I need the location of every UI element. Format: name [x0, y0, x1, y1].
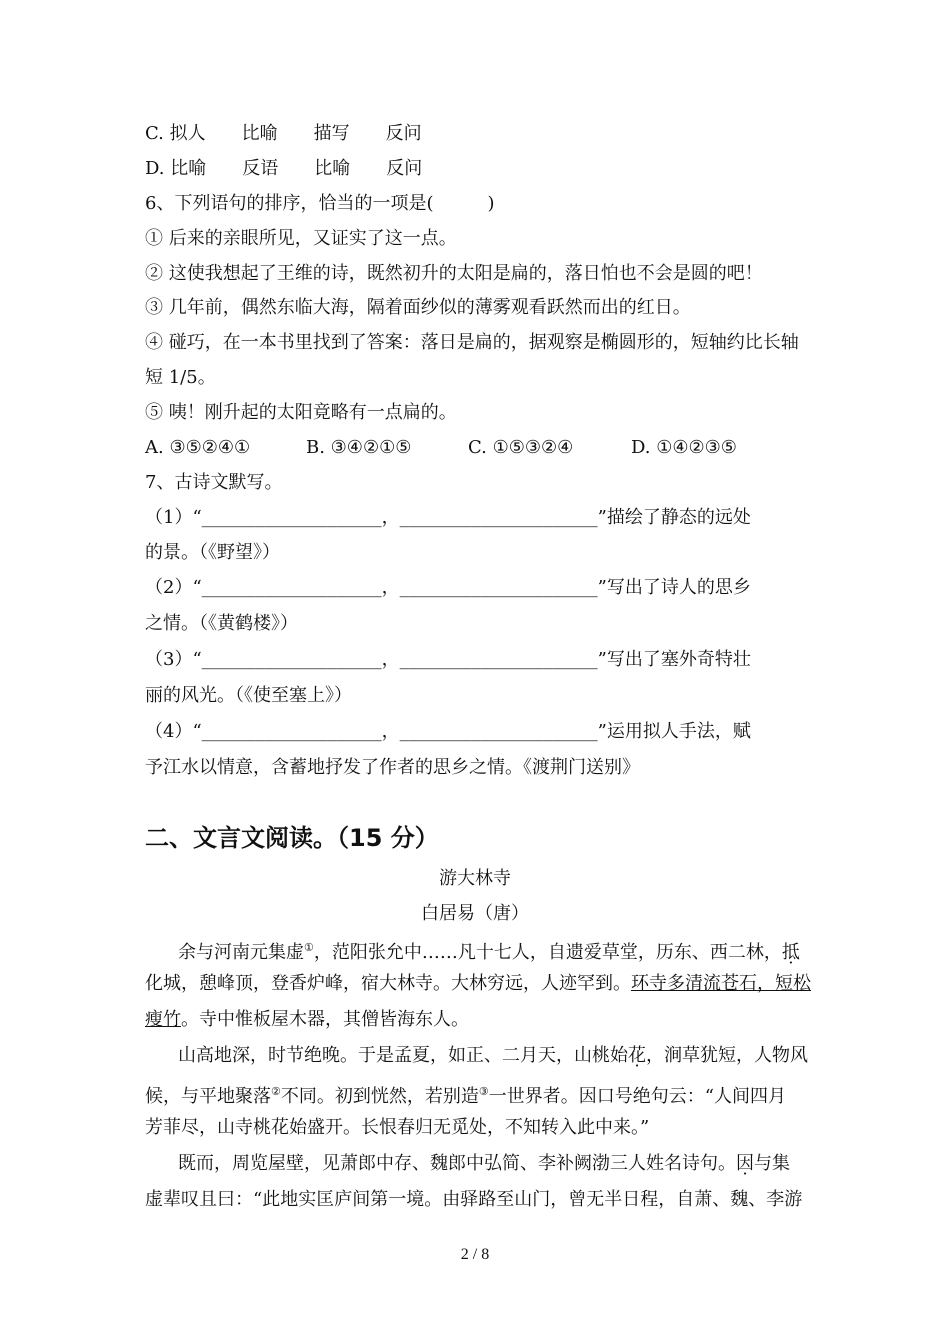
q7-item-3-line1: （3）“____________________，______________________”写出了塞外奇特壮 — [145, 649, 751, 670]
passage-p2-line2: 候，与平地聚落②不同。初到恍然，若别造③一世界者。因口号绝句云：“人间四月 — [145, 1085, 786, 1107]
q7-item-3-line2: 丽的风光。（《使至塞上》） — [145, 685, 352, 706]
q7-item-1-line1: （1）“____________________，______________________”描绘了静态的远处 — [145, 507, 751, 528]
q7-item-4-line2: 予江水以情意，含蓄地抒发了作者的思乡之情。《渡荆门送别》 — [145, 757, 640, 778]
passage-p1-line1: 余与河南元集虚①，范阳张允中……凡十七人，自遗爱草堂，历东、西二林，抵 — [178, 941, 800, 963]
passage-p1-line2: 化城，憩峰顶，登香炉峰，宿大林寺。大林穷远，人迹罕到。环寺多清流苍石，短松 — [145, 973, 811, 994]
section-2-heading: 二、文言文阅读。（15 分） — [145, 824, 439, 852]
q7-item-4-line1: （4）“____________________，______________________”运用拟人手法，赋 — [145, 721, 751, 742]
q6-sentence-2: ② 这使我想起了王维的诗，既然初升的太阳是扁的，落日怕也不会是圆的吧！ — [145, 263, 763, 284]
q6-sentence-4-line1: ④ 碰巧，在一本书里找到了答案：落日是扁的，据观察是椭圆形的，短轴约比长轴 — [145, 332, 799, 353]
passage-p3-line1: 既而，周览屋壁，见萧郎中存、魏郎中弘简、李补阙渤三人姓名诗句。因与集 — [178, 1153, 790, 1174]
q7-stem: 7、古诗文默写。 — [145, 472, 283, 493]
q6-sentence-4-line2: 短 1/5。 — [145, 367, 216, 388]
q6-option-c: C. ①⑤③②④ — [468, 437, 574, 458]
passage-p2-line1: 山高地深，时节绝晚。于是孟夏，如正、二月天，山桃始花，涧草犹短，人物风 — [178, 1045, 808, 1066]
underlined-sentence-part1: 环寺多清流苍石，短松 — [631, 973, 811, 994]
q6-sentence-5: ⑤ 咦！刚升起的太阳竟略有一点扁的。 — [145, 402, 457, 423]
passage-p2-line3: 芳菲尽，山寺桃花始盛开。长恨春归无觅处，不知转入此中来。” — [145, 1117, 650, 1138]
passage-title: 游大林寺 — [439, 868, 511, 889]
q7-item-2-line1: （2）“____________________，______________________”写出了诗人的思乡 — [145, 577, 751, 598]
q6-sentence-3: ③ 几年前，偶然东临大海，隔着面纱似的薄雾观看跃然而出的红日。 — [145, 297, 691, 318]
page-number: 2 / 8 — [460, 1246, 490, 1263]
q6-option-a: A. ③⑤②④① — [145, 437, 251, 458]
q5-option-c: C. 拟人 比喻 描写 反问 — [145, 123, 422, 144]
q5-option-d: D. 比喻 反语 比喻 反问 — [145, 158, 423, 179]
underlined-sentence-part2: 瘦竹 — [145, 1009, 181, 1030]
q6-option-b: B. ③④②①⑤ — [306, 437, 412, 458]
passage-author: 白居易（唐） — [421, 903, 529, 924]
q7-item-2-line2: 之情。（《黄鹤楼》） — [145, 613, 298, 634]
passage-p3-line2: 虚辈叹且曰：“此地实匡庐间第一境。由驿路至山门，曾无半日程，自萧、魏、李游 — [145, 1189, 803, 1210]
passage-p1-line3: 瘦竹。寺中惟板屋木器，其僧皆海东人。 — [145, 1009, 469, 1030]
q6-option-d: D. ①④②③⑤ — [631, 437, 737, 458]
q6-stem: 6、下列语句的排序，恰当的一项是( ) — [145, 193, 495, 214]
q6-sentence-1: ① 后来的亲眼所见，又证实了这一点。 — [145, 228, 457, 249]
q7-item-1-line2: 的景。（《野望》） — [145, 542, 280, 563]
